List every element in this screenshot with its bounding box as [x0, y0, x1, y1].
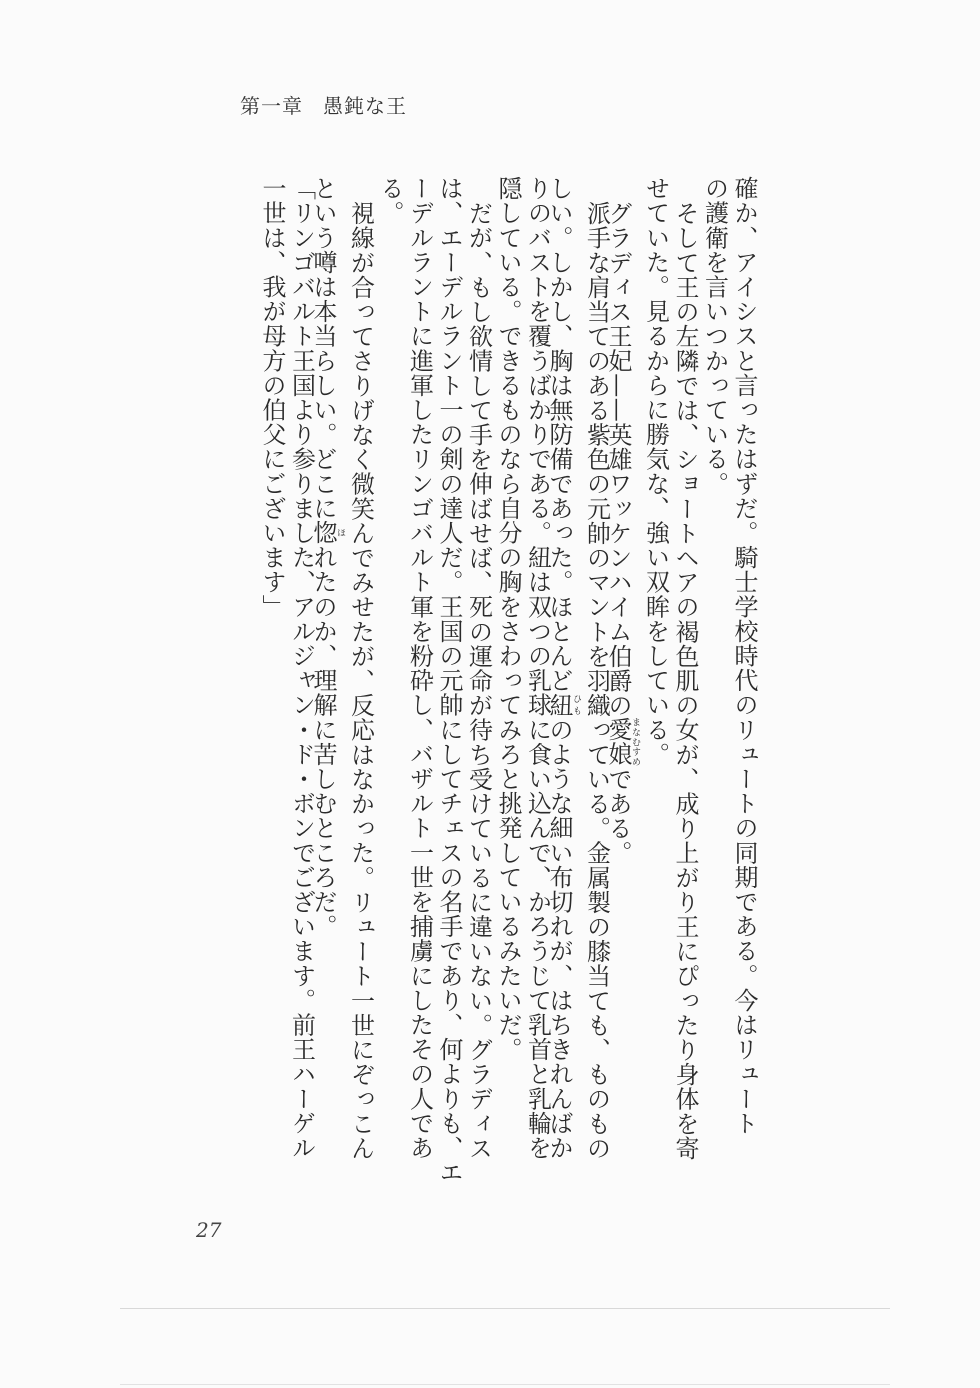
- ruby-base: 愛娘: [604, 717, 632, 767]
- text-line: 一世は、我が母方の伯父にございます」: [258, 176, 286, 619]
- text-segment: である。: [604, 766, 632, 865]
- ruby-reading: ほ: [335, 520, 345, 546]
- text-segment: れたのか、理解に苦しむところだ。: [309, 545, 337, 939]
- text-line: 視線が合ってさりげなく微笑んでみせたが、反応はなかった。リュート一世にぞっこん: [346, 200, 375, 1160]
- text-line: 派手な肩当てのある紫色の元帥のマントを羽織っている。金属製の膝当ても、ものもの: [582, 200, 611, 1160]
- text-line: 確か、アイシスと言ったはずだ。騎士学校時代のリュートの同期である。今はリュート: [730, 176, 758, 1136]
- text-segment: しい。しかし、胸は無防備であった。ほとんど: [545, 176, 573, 693]
- chapter-title: 愚鈍な王: [323, 94, 407, 118]
- chapter-number: 第一章: [240, 94, 303, 118]
- text-line: る。: [376, 176, 404, 226]
- text-line: [604, 176, 641, 1176]
- scan-edge-line: [120, 1384, 890, 1385]
- text-line: そして王の左隣では、ショートヘアの褐色肌の女が、成り上がり王にぴったり身体を寄: [671, 200, 699, 1160]
- text-line: の護衛を言いつかっている。: [700, 176, 729, 496]
- ruby-base: 惚: [309, 520, 337, 546]
- ruby-base: 紐: [545, 692, 573, 718]
- text-line: りのバストを覆うばかりである。紐は双つの乳球に食い込んで、かろうじて乳首と乳輪を: [523, 176, 552, 1160]
- ruby-word: [545, 692, 581, 718]
- page-number: 27: [196, 1218, 222, 1242]
- text-line: は、エーデルラント一の剣の達人だ。王国の元帥にしてチェスの名手であり、何よりも、エ: [435, 176, 463, 1185]
- text-line: 「リンゴバルト王国より参りました、アルジャン・ド・ボンでございます。前王ハーゲル: [287, 176, 316, 1160]
- text-line: [309, 176, 346, 1176]
- text-line: だが、もし欲情して手を伸ばせば、死の運命が待ち受けているに違いない。グラディス: [464, 200, 493, 1160]
- text-line: [545, 176, 582, 1176]
- scan-edge-line: [120, 1308, 890, 1309]
- ruby-reading: ひも: [571, 692, 581, 718]
- ruby-word: [604, 717, 640, 767]
- text-segment: のような細い布切れが、はちきれんばか: [545, 717, 573, 1161]
- text-line: ーデルラントに進軍したリンゴバルト軍を粉砕し、バザルト一世を捕虜にしたその人であ: [405, 176, 434, 1160]
- text-line: 隠している。できるものなら自分の胸をさわってみろと挑発しているみたいだ。: [494, 176, 522, 1062]
- text-segment: グラディス王妃——英雄ワッケンハイム伯爵の: [604, 200, 632, 718]
- body-text: [257, 176, 759, 1185]
- text-segment: という噂は本当らしい。どこに: [309, 176, 337, 521]
- ruby-reading: まなむすめ: [630, 717, 640, 767]
- ruby-word: [309, 520, 345, 546]
- running-header: [240, 90, 407, 119]
- text-line: せていた。見るからに勝気な、強い双眸をしている。: [641, 176, 670, 767]
